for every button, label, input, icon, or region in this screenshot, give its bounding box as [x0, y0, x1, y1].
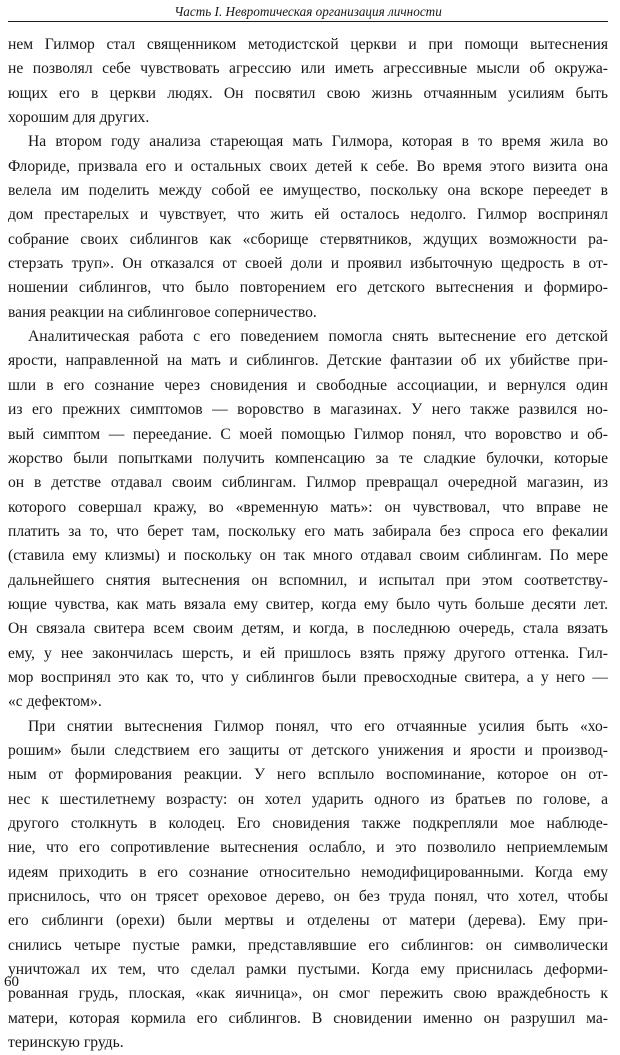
text-line: приснилось, что он трясет ореховое дерево, он без труда понял, что хотел, чтобы	[8, 888, 608, 906]
text-line: ющих его в церкви людях. Он посвятил свою жизнь отчаянным усилиям быть	[8, 84, 608, 102]
text-line: теринскую грудь.	[8, 1034, 124, 1052]
paragraph	[8, 33, 608, 130]
text-line: матери, которая кормила его сиблингов. В сновидении именно он разрушил ма-	[8, 1009, 608, 1027]
text-line: вый симптом — переедание. С моей помощью Гилмор понял, что воровство и об-	[8, 425, 608, 443]
text-line: ему, у нее закончилась шерсть, и ей пришлось взять пряжу другого оттенка. Гил-	[8, 644, 608, 662]
text-line: Аналитическая работа с его поведением помогла снять вытеснение его детской	[28, 328, 608, 346]
text-line: шли в его сознание через сновидения и свободные ассоциации, и вернулся один	[8, 376, 608, 394]
paragraph	[8, 325, 608, 715]
text-line: рованная грудь, плоская, «как яичница», он смог пережить свою враждебность к	[8, 985, 608, 1003]
page-number: 60	[4, 974, 19, 990]
text-line: дальнейшего снятия вытеснения он вспомнил, и испытал при этом соответству-	[8, 571, 608, 589]
text-line: дом престарелых и чувствует, что жить ей осталось недолго. Гилмор воспринял	[8, 206, 608, 224]
text-line: Флориде, призвала его и остальных своих детей к себе. Во время этого визита она	[8, 157, 608, 175]
text-line: которого совершал кражу, во «временную мать»: он чувствовал, что вправе не	[8, 498, 608, 516]
text-line: ным от формирования реакции. У него всплыло воспоминание, которое он от-	[8, 766, 608, 784]
text-line: «с дефектом».	[8, 693, 102, 711]
body-text	[8, 33, 608, 1055]
text-line: из его прежних симптомов — воровство в магазинах. У него также развился но-	[8, 401, 608, 419]
text-line: ярости, направленной на мать и сиблингов. Детские фантазии об их убийстве при-	[8, 352, 608, 370]
text-line: он в детстве отдавал своим сиблингам. Гилмор превращал очередной магазин, из	[8, 474, 608, 492]
text-line: не позволял себе чувствовать агрессию или иметь агрессивные мысли об окружа-	[8, 60, 608, 78]
text-line: ношении сиблингов, что было повторением его детского вытеснения и формиро-	[8, 279, 608, 297]
text-line: снились четыре пустые рамки, представлявшие его сиблингов: он символически	[8, 936, 608, 954]
text-line: его сиблинги (орехи) были мертвы и отделены от матери (дерева). Ему при-	[8, 912, 608, 930]
text-line: (ставила ему клизмы) и поскольку он так много отдавал своим сиблингам. По мере	[8, 547, 608, 565]
text-line: уничтожал их тем, что сделал рамки пустыми. Когда ему приснилась деформи-	[8, 961, 608, 979]
text-line: другого столкнуть в колодец. Его сновидения также подкрепляли мое наблюде-	[8, 815, 608, 832]
paragraph	[8, 130, 608, 325]
paragraph	[8, 715, 608, 1055]
text-line: платить за то, что берет там, поскольку его мать забирала без спроса его фекалии	[8, 522, 608, 540]
text-line: нем Гилмор стал священником методистской церкви и при помощи вытеснения	[8, 36, 608, 53]
text-line: При снятии вытеснения Гилмор понял, что его отчаянные усилия быть «хо-	[28, 717, 608, 735]
text-line: ющие чувства, как мать вязала ему свитер, когда ему было чуть больше десяти лет.	[8, 595, 608, 613]
running-header: Часть I. Невротическая организация личности	[174, 4, 442, 19]
text-line: стерзать труп». Он отказался от своей доли и проявил избыточную щедрость в от-	[8, 255, 608, 273]
text-line: На втором году анализа стареющая мать Гилмора, которая в то время жила во	[28, 133, 608, 151]
text-line: собрание своих сиблингов как «сборище стервятников, ждущих возможности ра-	[8, 230, 608, 248]
text-line: мор воспринял это как то, что у сиблингов были превосходные свитера, а у него —	[8, 668, 608, 686]
text-line: нес к шестилетнему возрасту: он хотел ударить одного из братьев по голове, а	[8, 790, 608, 808]
header-rule	[8, 21, 608, 22]
text-line: ние, что его сопротивление вытеснения ослабло, и это позволило неприемлемым	[8, 839, 608, 857]
text-line: жорство были попытками получить компенсацию за те сладкие булочки, которые	[8, 449, 608, 467]
text-line: велела им поделить между собой ее имущество, поскольку она вскоре переедет в	[8, 182, 608, 200]
text-line: рошим» были следствием его защиты от детского унижения и ярости и производ-	[8, 741, 608, 759]
text-line: идеям приходить в его сознание относительно немодифицированными. Когда ему	[8, 863, 608, 881]
text-line: хорошим для других.	[8, 109, 150, 127]
text-line: вания реакции на сиблинговое соперничество.	[8, 303, 317, 321]
text-line: Он связала свитера всем своим детям, и когда, в последнюю очередь, стала вязать	[8, 620, 608, 638]
